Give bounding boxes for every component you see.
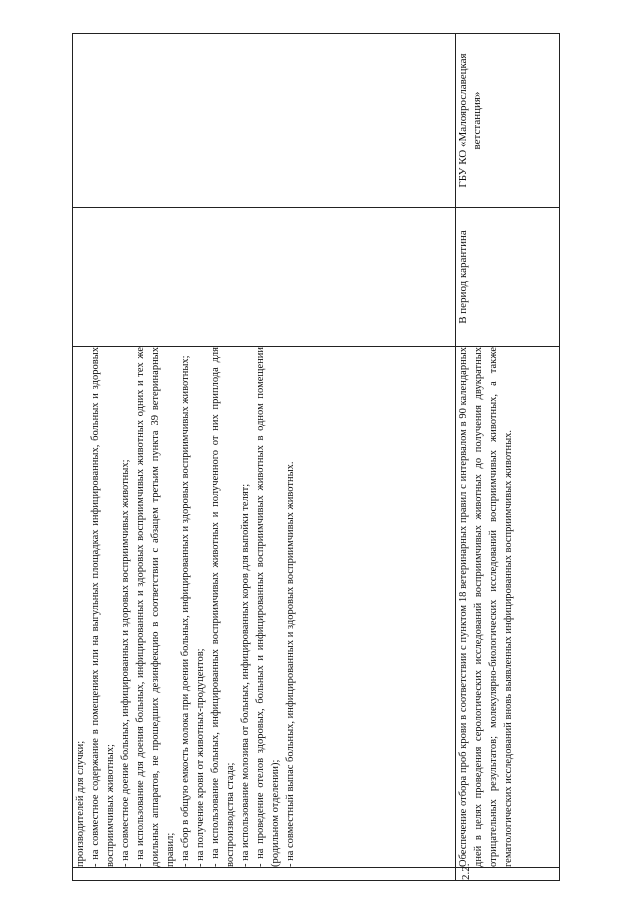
measure-line: - на использование для доения больных, инфицированных и здоровых восприимчивых животных одних и тех же доильных аппаратов, не прошедших дезинфекцию в соответствии с абзацем третьим пункта 39 ветеринарных правил; xyxy=(135,347,176,867)
measure-line: - на проведение отелов здоровых, больных и инфицированных восприимчивых животных в одном помещении (родильном отделении); xyxy=(255,347,281,867)
row-number-cell xyxy=(73,868,456,881)
measure-line: - на совместное содержание в помещениях или на выгульных площадках инфицированных, больных и здоровых восприимчивых животных; xyxy=(90,347,116,867)
measure-line: - на сбор в общую емкость молока при доении больных, инфицированных и здоровых восприимчивых животных; xyxy=(180,355,191,867)
period-cell xyxy=(73,208,456,347)
row-number-cell xyxy=(456,863,560,881)
row-number: 2.2. xyxy=(460,863,473,880)
responsible-org-cell xyxy=(456,34,560,208)
measures-table xyxy=(72,33,560,881)
measure-line: - на получение крови от животных-продуцентов; xyxy=(195,648,206,867)
responsible-org-text: ГБУ КО «Малоярославецкая ветстанция» xyxy=(457,53,484,188)
measure-line: Обеспечение отбора проб крови в соответствии с пунктом 18 ветеринарных правил с интервалом в 90 календарных дней в целях проведения серологических исследований восприимчивых животных до получения двукратных отрицательных результатов; молекулярно-биологических исследований восприимчивых животных, а также гематологических исследований вновь выявленных инфицированных восприимчивых животных. xyxy=(458,347,515,867)
table-row xyxy=(73,34,456,881)
period-text: В период карантина xyxy=(457,230,470,324)
measure-line: производителей для случки; xyxy=(75,740,86,867)
measure-line: - на совместное доение больных, инфицированных и здоровых восприимчивых животных; xyxy=(120,459,131,867)
period-cell xyxy=(456,208,560,347)
measure-description-cell xyxy=(73,347,456,868)
measure-line: - на использование молозива от больных, инфицированных коров для выпойки телят; xyxy=(240,483,251,867)
measure-line: - на совместный выпас больных, инфицированных и здоровых восприимчивых животных. xyxy=(285,461,296,867)
measure-description-cell xyxy=(456,347,560,868)
responsible-org-cell xyxy=(73,34,456,208)
table-row xyxy=(456,34,560,881)
measure-line: - на использование больных, инфицированных восприимчивых животных и полученного от них приплода для воспроизводства стада; xyxy=(210,347,236,867)
